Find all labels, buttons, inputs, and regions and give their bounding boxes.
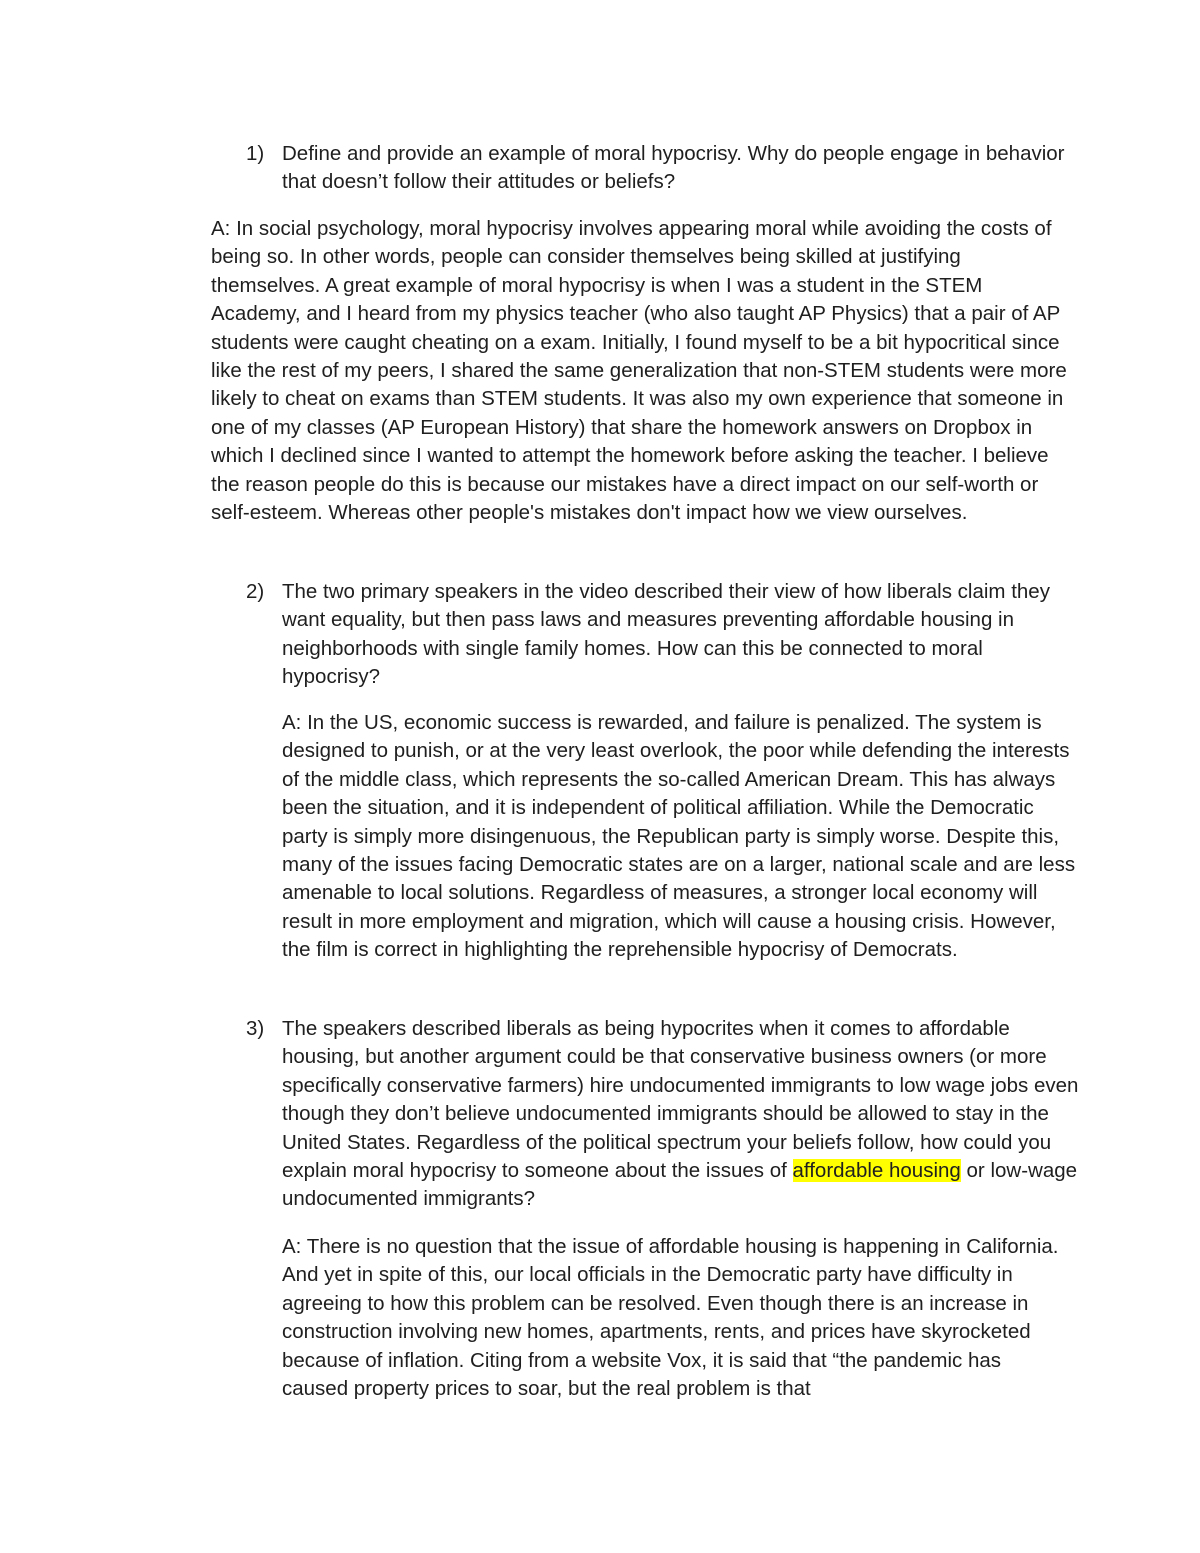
question-text-before: The speakers described liberals as being hypocrites when it comes to affordable housing, but another argument could be that conservative business owners (or more specifically conservative farmers) hire undocumented immigrants to low wage jobs even though they don’t believe undocumented immigrants should be allowed to stay in the United States. Regardless of the political spectrum your beliefs follow, how could you explain moral hypocrisy to someone about the issues of: [282, 1017, 1079, 1183]
highlighted-text: affordable housing: [792, 1159, 961, 1183]
question-text: Define and provide an example of moral hypocrisy. Why do people engage in behavior that doesn’t follow their attitudes or beliefs?: [282, 142, 1065, 194]
question-text-after: or low-wage undocumented immigrants?: [282, 1159, 1078, 1211]
answer-2: A: In the US, economic success is rewarded, and failure is penalized. The system is designed to punish, or at the very least overlook, the poor while defending the interests of the middle class, which represents the so-called American Dream. This has always been the situation, and it is independent of political affiliation. While the Democratic party is simply more disingenuous, the Republican party is simply worse. Despite this, many of the issues facing Democratic states are on a larger, national scale and are less amenable to local solutions. Regardless of measures, a stronger local economy will result in more employment and migration, which will cause a housing crisis. However, the film is correct in highlighting the reprehensible hypocrisy of Democrats.: [282, 711, 1076, 962]
question-text: [282, 1015, 1086, 1214]
question-3: [246, 1015, 1086, 1214]
question-number: 2): [246, 580, 265, 603]
question-text: The two primary speakers in the video described their view of how liberals claim they want equality, but then pass laws and measures preventing affordable housing in neighborhoods with single family homes. How can this be connected to moral hypocrisy?: [282, 580, 1050, 689]
question-2: [246, 578, 1086, 692]
answer-3: A: There is no question that the issue of affordable housing is happening in California. And yet in spite of this, our local officials in the Democratic party have difficulty in agreeing to how this problem can be resolved. Even though there is an increase in construction involving new homes, apartments, rents, and prices have skyrocketed because of inflation. Citing from a website Vox, it is said that “the pandemic has caused property prices to soar, but the real problem is that: [282, 1235, 1059, 1401]
question-number: 1): [246, 142, 265, 165]
question-1: [246, 140, 1086, 197]
question-number: 3): [246, 1017, 265, 1040]
answer-1: A: In social psychology, moral hypocrisy involves appearing moral while avoiding the costs of being so. In other words, people can consider themselves being skilled at justifying themselves. A great example of moral hypocrisy is when I was a student in the STEM Academy, and I heard from my physics teacher (who also taught AP Physics) that a pair of AP students were caught cheating on a exam. Initially, I found myself to be a bit hypocritical since like the rest of my peers, I shared the same generalization that non-STEM students were more likely to cheat on exams than STEM students. It was also my own experience that someone in one of my classes (AP European History) that share the homework answers on Dropbox in which I declined since I wanted to attempt the homework before asking the teacher. I believe the reason people do this is because our mistakes have a direct impact on our self-worth or self-esteem. Whereas other people's mistakes don't impact how we view ourselves.: [211, 217, 1067, 525]
